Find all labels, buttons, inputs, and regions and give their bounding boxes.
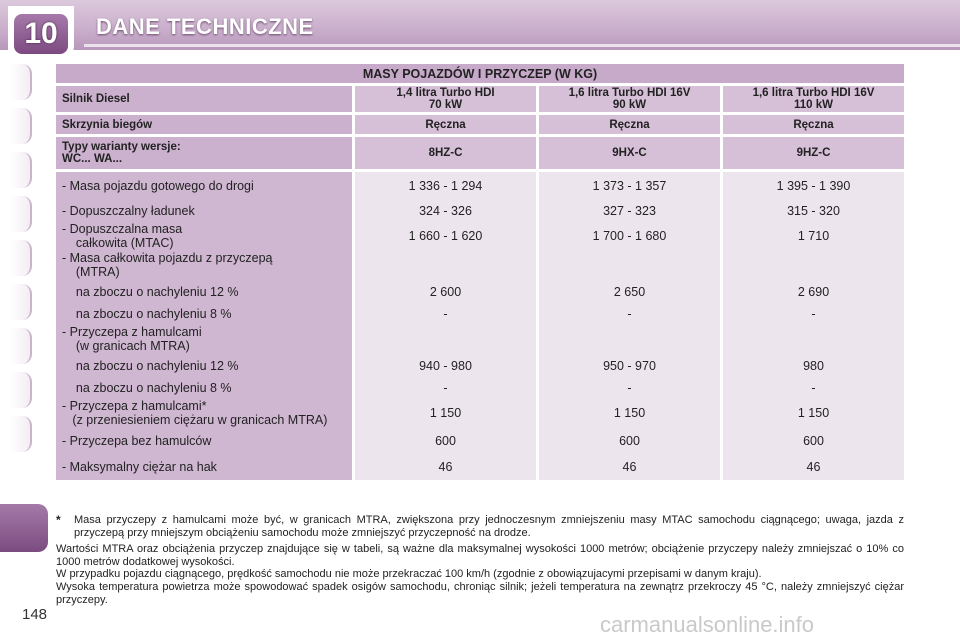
row-label: - Masa całkowita pojazdu z przyczepą (MTRA)	[56, 250, 352, 280]
row-value: 46	[352, 454, 536, 480]
row-label: na zboczu o nachyleniu 8 %	[56, 304, 352, 324]
row-value	[352, 250, 536, 280]
table-row	[56, 324, 904, 354]
row-label: - Maksymalny ciężar na hak	[56, 454, 352, 480]
notes	[56, 514, 904, 606]
types-label: Typy warianty wersje: WC... WA...	[56, 137, 352, 169]
row-label: - Przyczepa bez hamulców	[56, 428, 352, 454]
type-value: 9HZ-C	[720, 137, 904, 169]
type-value: 8HZ-C	[352, 137, 536, 169]
chapter-tab[interactable]	[10, 152, 32, 188]
row-value: 2 690	[720, 280, 904, 304]
row-value: 315 - 320	[720, 200, 904, 222]
footnote	[56, 514, 904, 539]
row-value: 1 660 - 1 620	[352, 222, 536, 250]
type-value: 9HX-C	[536, 137, 720, 169]
row-value: 46	[536, 454, 720, 480]
chapter-number: 10	[14, 14, 68, 54]
row-value	[536, 324, 720, 354]
chapter-tab[interactable]	[10, 64, 32, 100]
footnote-mark: *	[56, 513, 61, 527]
row-value: 46	[720, 454, 904, 480]
row-value: 1 150	[720, 398, 904, 428]
row-label: na zboczu o nachyleniu 12 %	[56, 354, 352, 378]
chapter-tab[interactable]	[10, 108, 32, 144]
row-value: 980	[720, 354, 904, 378]
row-value: -	[536, 304, 720, 324]
gearbox-value: Ręczna	[536, 115, 720, 134]
engine-col: 1,6 litra Turbo HDI 16V 110 kW	[720, 86, 904, 112]
table-row	[56, 398, 904, 428]
row-value: -	[720, 304, 904, 324]
row-value: 1 150	[536, 398, 720, 428]
row-value: 600	[352, 428, 536, 454]
note-paragraph: Wartości MTRA oraz obciążenia przyczep znajdujące się w tabeli, są ważne dla maksymalnej wysokości 1000 metrów; obciążenie przyczepy należy zmniejszać o 10% co 1000 metrów dodatkowej wysokości.	[56, 543, 904, 568]
page-number: 148	[22, 606, 48, 623]
row-value: 1 710	[720, 222, 904, 250]
table-caption: MASY POJAZDÓW I PRZYCZEP (W KG)	[56, 64, 904, 83]
row-value: 600	[720, 428, 904, 454]
row-value: 940 - 980	[352, 354, 536, 378]
table-row	[56, 454, 904, 480]
gearbox-value: Ręczna	[720, 115, 904, 134]
chapter-tab[interactable]	[10, 196, 32, 232]
row-label: - Dopuszczalny ładunek	[56, 200, 352, 222]
engine-col: 1,4 litra Turbo HDI 70 kW	[352, 86, 536, 112]
table-row	[56, 378, 904, 398]
row-value: 2 600	[352, 280, 536, 304]
row-value: 600	[536, 428, 720, 454]
row-value: -	[536, 378, 720, 398]
table-body	[56, 172, 904, 480]
row-value: 327 - 323	[536, 200, 720, 222]
mass-table	[56, 64, 904, 480]
engine-col: 1,6 litra Turbo HDI 16V 90 kW	[536, 86, 720, 112]
row-label: na zboczu o nachyleniu 12 %	[56, 280, 352, 304]
row-value: 1 395 - 1 390	[720, 172, 904, 200]
engine-label: Silnik Diesel	[56, 86, 352, 112]
row-label: - Przyczepa z hamulcami (w granicach MTRA)	[56, 324, 352, 354]
table-row	[56, 280, 904, 304]
row-value: -	[720, 378, 904, 398]
chapter-tab[interactable]	[10, 372, 32, 408]
title-underline	[84, 44, 960, 47]
row-label: - Dopuszczalna masa całkowita (MTAC)	[56, 222, 352, 250]
row-value: 950 - 970	[536, 354, 720, 378]
footnote-text: Masa przyczepy z hamulcami może być, w granicach MTRA, zwiększona przy jednoczesnym zmniejszeniu masy MTAC samochodu ciągnącego; uwaga, jazda z przyczepą przy mniejszym obciążeniu samochodu może zmniejszyć przyczepność na drodze.	[74, 514, 904, 539]
chapter-tabs	[0, 64, 34, 534]
table-row	[56, 200, 904, 222]
row-label: na zboczu o nachyleniu 8 %	[56, 378, 352, 398]
chapter-tab[interactable]	[10, 240, 32, 276]
chapter-tab[interactable]	[10, 284, 32, 320]
table-row	[56, 354, 904, 378]
row-value: 324 - 326	[352, 200, 536, 222]
row-value: 1 373 - 1 357	[536, 172, 720, 200]
row-label: - Przyczepa z hamulcami* (z przeniesieniem ciężaru w granicach MTRA)	[56, 398, 352, 428]
table-row	[56, 172, 904, 200]
table-row	[56, 250, 904, 280]
row-label: - Masa pojazdu gotowego do drogi	[56, 172, 352, 200]
gearbox-value: Ręczna	[352, 115, 536, 134]
row-value: -	[352, 304, 536, 324]
note-paragraph: W przypadku pojazdu ciągnącego, prędkość samochodu nie może przekraczać 100 km/h (zgodnie z obowiązujacymi przepisami w danym kraju).	[56, 568, 762, 581]
row-value: 2 650	[536, 280, 720, 304]
table-row	[56, 428, 904, 454]
table-row	[56, 222, 904, 250]
gearbox-label: Skrzynia biegów	[56, 115, 352, 134]
row-value	[536, 250, 720, 280]
chapter-tab[interactable]	[10, 416, 32, 452]
row-value	[720, 324, 904, 354]
chapter-tab-active[interactable]	[0, 504, 48, 552]
table-row	[56, 304, 904, 324]
row-value: 1 150	[352, 398, 536, 428]
row-value: -	[352, 378, 536, 398]
row-value	[352, 324, 536, 354]
row-value	[720, 250, 904, 280]
watermark: carmanualsonline.info	[600, 612, 815, 637]
chapter-tab[interactable]	[10, 328, 32, 364]
note-paragraph: Wysoka temperatura powietrza może spowodować spadek osigów samochodu, chroniąc silnik; jeżeli temperatura na zewnątrz przekroczy 45 °C, należy zmniejszyć ciężar przyczepy.	[56, 580, 904, 606]
page-title: DANE TECHNICZNE	[96, 14, 314, 39]
row-value: 1 336 - 1 294	[352, 172, 536, 200]
row-value: 1 700 - 1 680	[536, 222, 720, 250]
